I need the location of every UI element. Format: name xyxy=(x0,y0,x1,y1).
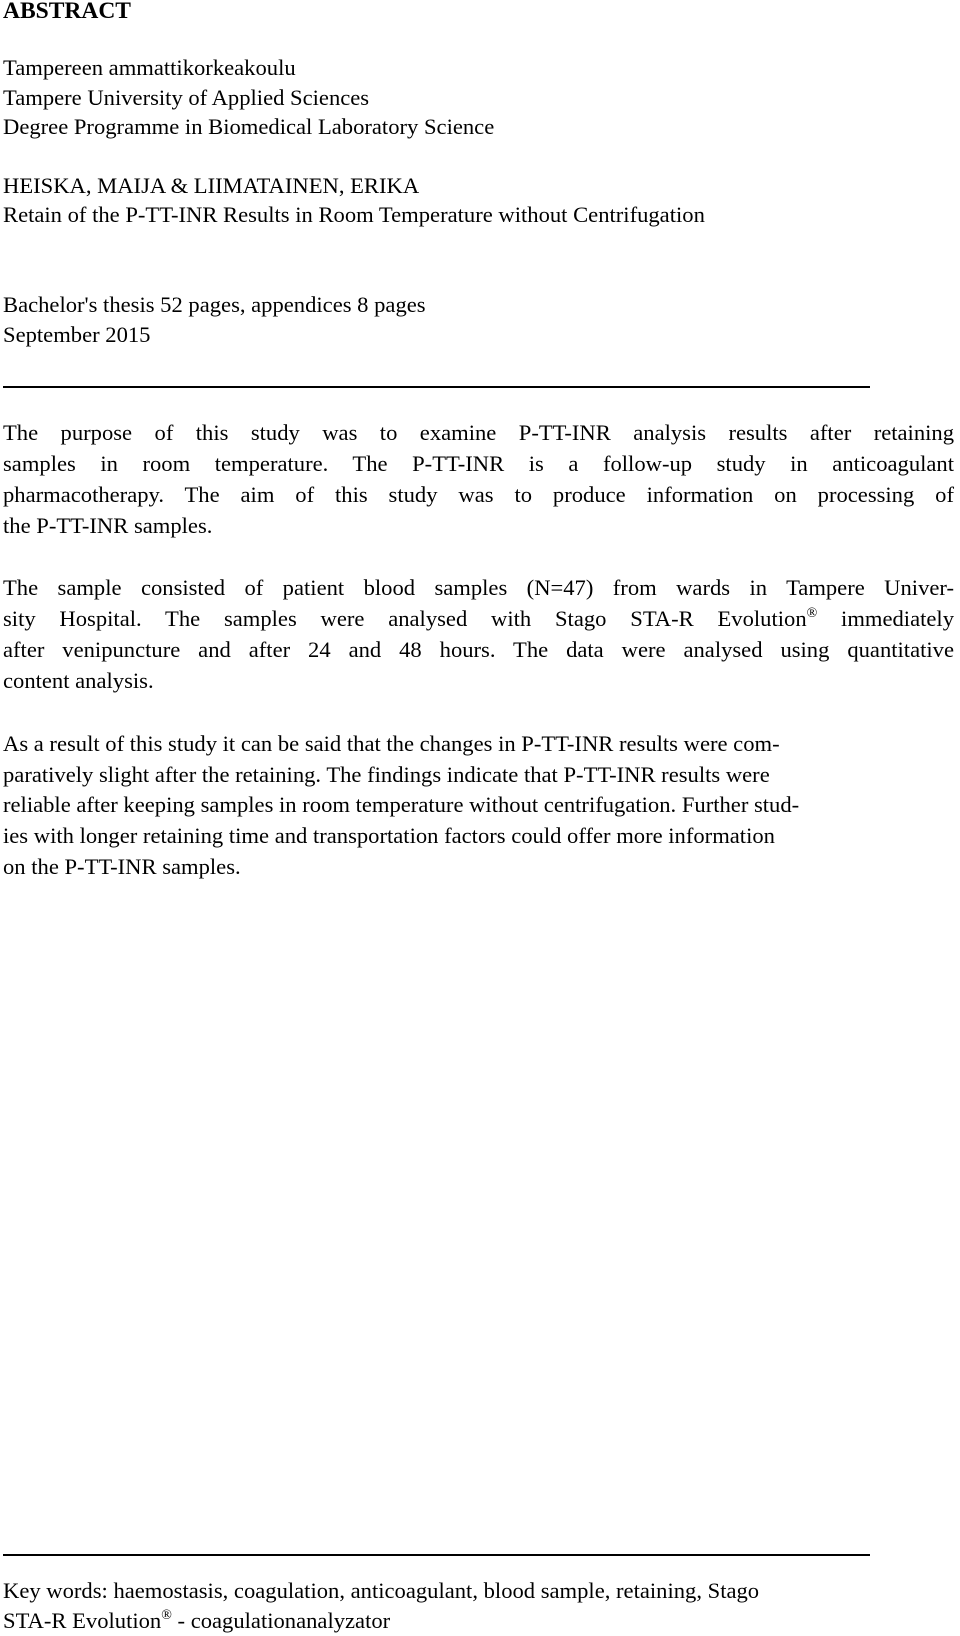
paragraph-line xyxy=(3,604,954,634)
text-segment: sity Hospital. The samples were analysed with Stago STA-R Evolution xyxy=(3,606,807,631)
institution-name-finnish: Tampereen ammattikorkeakoulu xyxy=(3,55,296,80)
paragraph-line: The sample consisted of patient blood samples (N=47) from wards in Tampere Univer- xyxy=(3,575,954,600)
registered-mark: ® xyxy=(161,1608,172,1623)
thesis-info: Bachelor's thesis 52 pages, appendices 8 pages xyxy=(3,292,426,317)
paragraph-line: reliable after keeping samples in room temperature without centrifugation. Further stud- xyxy=(3,792,800,817)
paragraph-line: the P-TT-INR samples. xyxy=(3,513,213,538)
text-segment: - coagulationanalyzator xyxy=(171,1608,391,1633)
keywords-line: Key words: haemostasis, coagulation, anticoagulant, blood sample, retaining, Stago xyxy=(3,1578,760,1603)
paragraph-line: As a result of this study it can be said that the changes in P-TT-INR results were com- xyxy=(3,731,780,756)
registered-mark: ® xyxy=(806,606,818,621)
institution-name-english: Tampere University of Applied Sciences xyxy=(3,85,370,110)
paragraph-line: content analysis. xyxy=(3,668,154,693)
paragraph-line: paratively slight after the retaining. The findings indicate that P-TT-INR results were xyxy=(3,762,770,787)
paragraph-line: pharmacotherapy. The aim of this study was to produce information on processing of xyxy=(3,482,954,507)
abstract-heading: ABSTRACT xyxy=(3,0,131,24)
thesis-title: Retain of the P-TT-INR Results in Room Temperature without Centrifugation xyxy=(3,202,705,227)
paragraph-line: samples in room temperature. The P-TT-INR is a follow-up study in anticoagulant xyxy=(3,451,954,476)
paragraph-line: ies with longer retaining time and transportation factors could offer more information xyxy=(3,823,775,848)
keywords-line xyxy=(3,1606,390,1636)
paragraph-line: after venipuncture and after 24 and 48 hours. The data were analysed using quantitative xyxy=(3,637,954,662)
authors: HEISKA, MAIJA & LIIMATAINEN, ERIKA xyxy=(3,173,420,198)
degree-programme: Degree Programme in Biomedical Laboratory Science xyxy=(3,114,495,139)
thesis-date: September 2015 xyxy=(3,322,151,347)
bottom-divider xyxy=(3,1554,870,1556)
top-divider xyxy=(3,386,870,388)
text-segment: immediately xyxy=(817,606,954,631)
text-segment: STA-R Evolution xyxy=(3,1608,162,1633)
paragraph-line: on the P-TT-INR samples. xyxy=(3,854,241,879)
paragraph-line: The purpose of this study was to examine P-TT-INR analysis results after retaining xyxy=(3,420,954,445)
